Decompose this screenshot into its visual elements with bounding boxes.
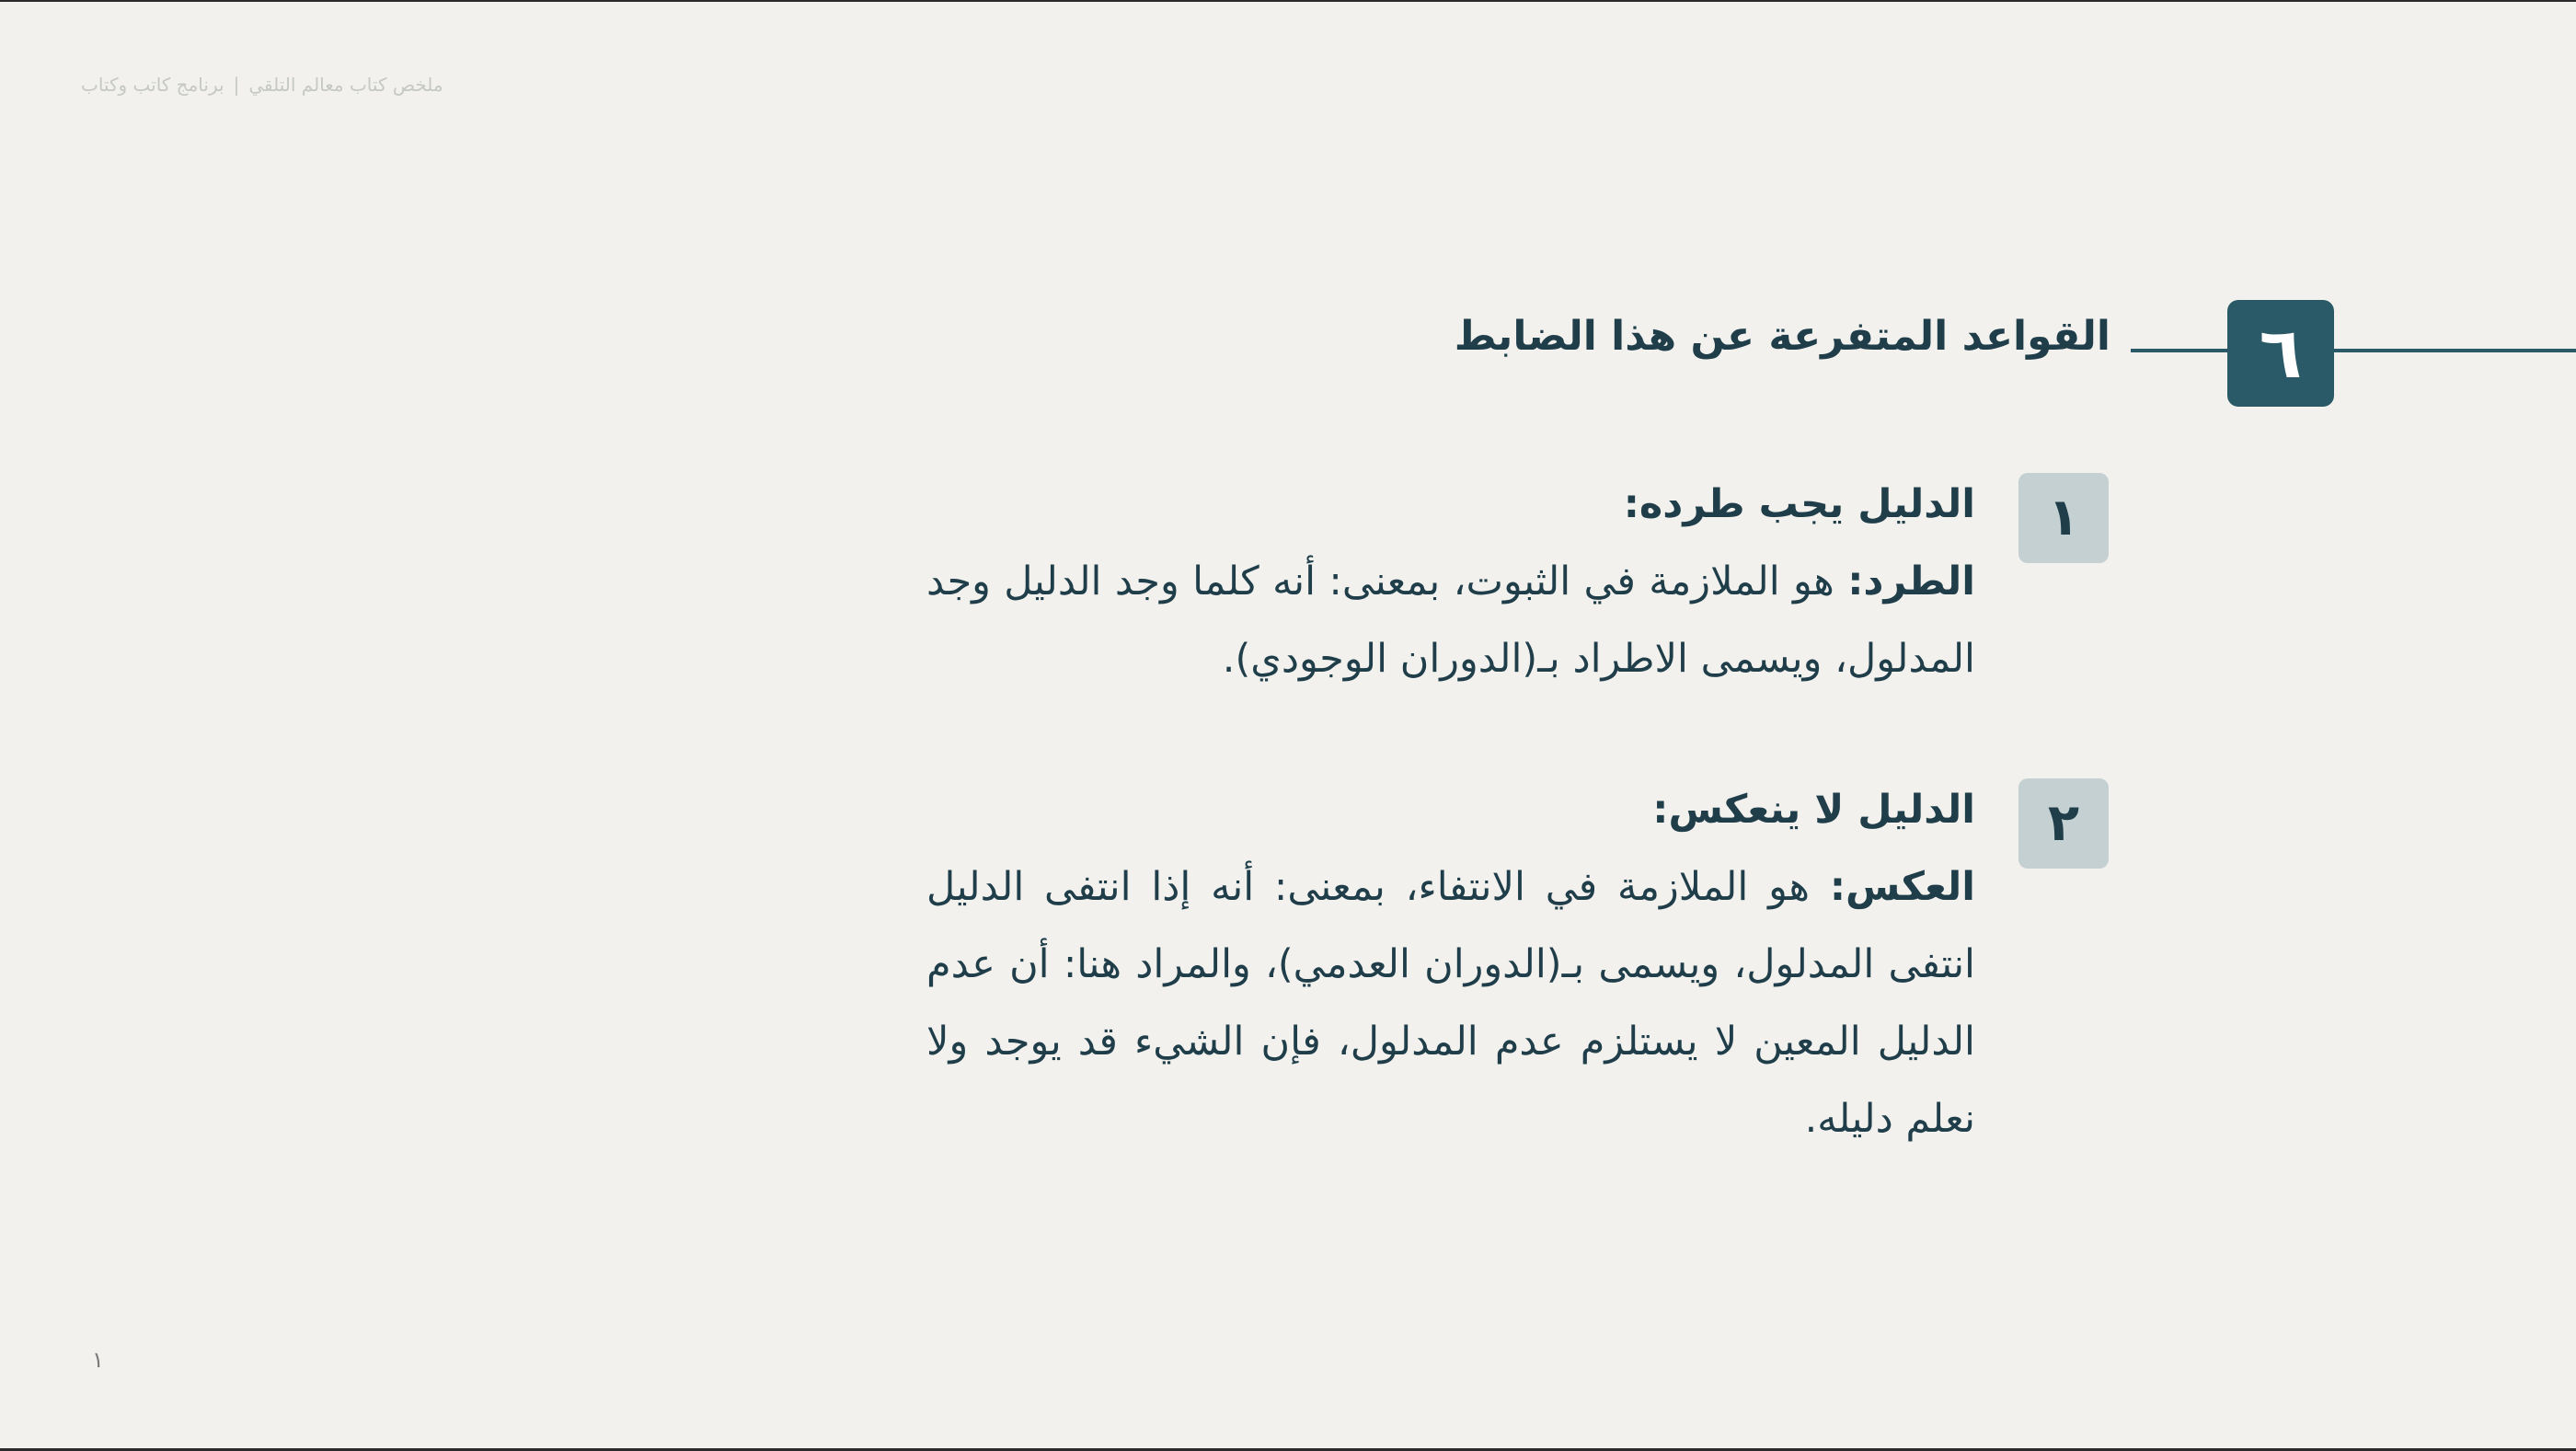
summary-title: ملخص كتاب معالم التلقي	[248, 74, 443, 96]
list-item-2	[926, 771, 1975, 1157]
item-text-1: هو الملازمة في الثبوت، بمعنى: أنه كلما وجد الدليل وجد المدلول، ويسمى الاطراد بـ(الدوران الوجودي).	[926, 559, 1975, 682]
section-title: القواعد المتفرعة عن هذا الضابط	[1454, 313, 2110, 360]
item-text-2: هو الملازمة في الانتفاء، بمعنى: أنه إذا انتفى الدليل انتفى المدلول، ويسمى بـ(الدوران العدمي)، والمراد هنا: أن عدم الدليل المعين لا يستلزم عدم المدلول، فإن الشيء قد يوجد ولا نعلم دليله.	[926, 864, 1975, 1142]
page-number: ١	[92, 1347, 104, 1373]
section-divider-line-left	[2131, 349, 2228, 352]
section-number-badge: ٦	[2227, 300, 2334, 407]
page-header	[81, 74, 633, 96]
top-border	[0, 0, 2576, 2]
section-divider-line-right	[2333, 349, 2576, 352]
item-number-badge-2: ٢	[2018, 778, 2109, 869]
item-number-badge-1: ١	[2018, 473, 2109, 563]
program-name: برنامج كاتب وكتاب	[81, 74, 224, 96]
item-term-2: العكس:	[1829, 864, 1975, 910]
list-item-1	[926, 466, 1975, 697]
item-term-1: الطرد:	[1847, 559, 1975, 605]
header-separator: |	[233, 74, 240, 96]
item-title-2: الدليل لا ينعكس:	[1652, 787, 1975, 833]
item-title-1: الدليل يجب طرده:	[1623, 481, 1975, 527]
